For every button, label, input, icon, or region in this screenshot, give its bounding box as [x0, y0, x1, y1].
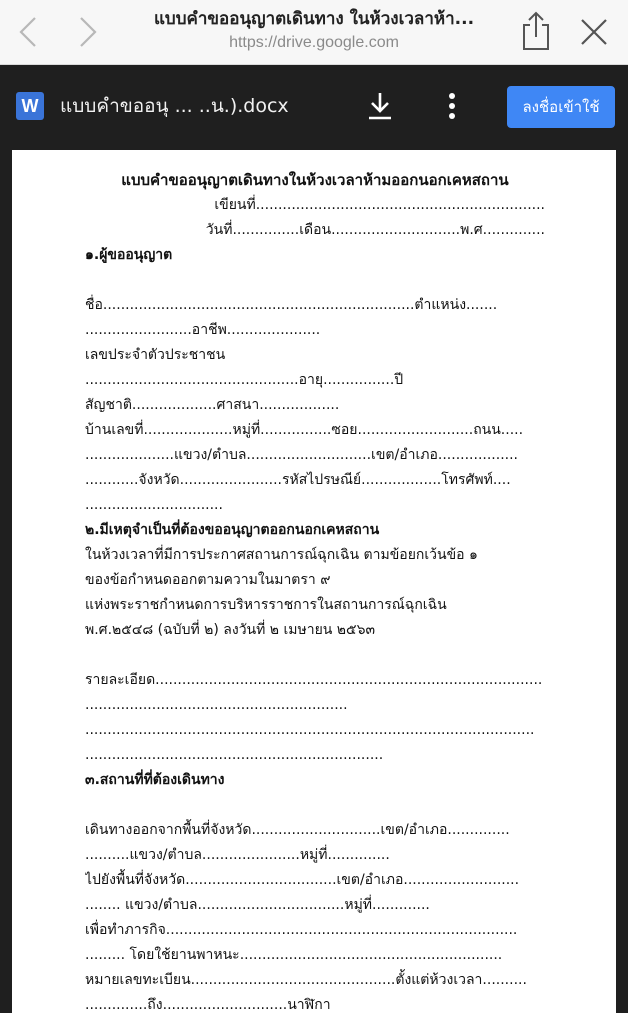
date-field: วันที่...............เดือน.............................พ.ศ..............	[205, 222, 545, 238]
page-url: https://drive.google.com	[229, 34, 399, 51]
depart-from-field-2: ..........แขวง/ตำบล......................หมู่ที่..............	[85, 847, 390, 863]
file-name: แบบคำขออนุ ... ..น.).docx	[60, 95, 289, 117]
phone-continuation: ...............................	[85, 497, 223, 513]
chevron-left-icon	[19, 16, 37, 48]
section-2-paragraph: แห่งพระราชกำหนดการบริหารราชการในสถานการณ์ฉุกเฉิน	[85, 597, 447, 613]
sign-in-button[interactable]: ลงชื่อเข้าใช้	[507, 86, 615, 128]
more-vert-icon	[448, 92, 456, 120]
download-button[interactable]	[362, 88, 398, 124]
detail-dots: ...........................................................	[85, 697, 348, 713]
occupation-field: ........................อาชีพ.....................	[85, 322, 321, 338]
time-until-field: ..............ถึง............................นาฬิกา	[85, 997, 331, 1013]
share-icon	[520, 11, 552, 51]
detail-field: รายละเอียด.......................................................................................	[85, 672, 543, 688]
document-page	[12, 150, 616, 1013]
share-button[interactable]	[516, 10, 556, 52]
address-area[interactable]	[118, 6, 510, 54]
purpose-field: เพื่อทำภารกิจ...............................................................................	[85, 922, 518, 938]
nationality-religion-field: สัญชาติ...................ศาสนา..................	[85, 397, 340, 413]
province-field: ............จังหวัด.......................รหัสไปรษณีย์..................โทรศัพท์....	[85, 472, 511, 488]
detail-dots: .....................................................................................................	[85, 722, 535, 738]
download-icon	[366, 91, 394, 121]
page-title: แบบคำขออนุญาตเดินทาง ในห้วงเวลาห้า...	[153, 9, 475, 29]
address-field: บ้านเลขที่....................หมู่ที่................ซอย..........................ถนน.....	[85, 422, 524, 438]
subdistrict-field: ....................แขวง/ตำบล............................เขต/อำเภอ..................	[85, 447, 518, 463]
plate-field: หมายเลขทะเบียน..............................................ตั้งแต่ห้วงเวลา..........	[85, 972, 527, 988]
destination-field: ไปยังพื้นที่จังหวัด..................................เขต/อำเภอ..........................	[85, 872, 520, 888]
document-content	[85, 168, 545, 1013]
word-file-icon: W	[16, 92, 44, 120]
depart-from-field: เดินทางออกจากพื้นที่จังหวัด.............................เขต/อำเภอ..............	[85, 822, 510, 838]
section-2-paragraph: ในห้วงเวลาที่มีการประกาศสถานการณ์ฉุกเฉิน ตามข้อยกเว้นข้อ ๑	[85, 547, 478, 563]
forward-button[interactable]	[72, 14, 104, 50]
section-1-heading: ๑.ผู้ขออนุญาต	[85, 247, 173, 263]
detail-dots: ...................................................................	[85, 747, 384, 763]
section-2-paragraph: ของข้อกำหนดออกตามความในมาตรา ๙	[85, 572, 331, 588]
name-position-field: ชื่อ......................................................................ตำแหน่ง.......	[85, 297, 498, 313]
section-3-heading: ๓.สถานที่ที่ต้องเดินทาง	[85, 772, 225, 788]
back-button[interactable]	[12, 14, 44, 50]
doc-title: แบบคำขออนุญาตเดินทางในห้วงเวลาห้ามออกนอกเคหสถาน	[121, 171, 509, 189]
section-2-paragraph: พ.ศ.๒๕๔๘ (ฉบับที่ ๒) ลงวันที่ ๒ เมษายน ๒๕๖๓	[85, 622, 376, 638]
close-button[interactable]	[576, 14, 612, 50]
written-at-field: เขียนที่.................................................................	[214, 197, 545, 213]
section-2-heading: ๒.มีเหตุจำเป็นที่ต้องขออนุญาตออกนอกเคหสถาน	[85, 522, 380, 538]
chevron-right-icon	[79, 16, 97, 48]
id-number-label: เลขประจำตัวประชาชน	[85, 347, 226, 363]
close-icon	[580, 18, 608, 46]
destination-field-2: ........ แขวง/ตำบล.................................หมู่ที่.............	[85, 897, 430, 913]
id-age-field: ................................................อายุ................ปี	[85, 372, 404, 388]
browser-toolbar	[0, 0, 628, 65]
vehicle-field: ......... โดยใช้ยานพาหนะ...........................................................	[85, 947, 503, 963]
more-options-button[interactable]	[436, 88, 468, 124]
